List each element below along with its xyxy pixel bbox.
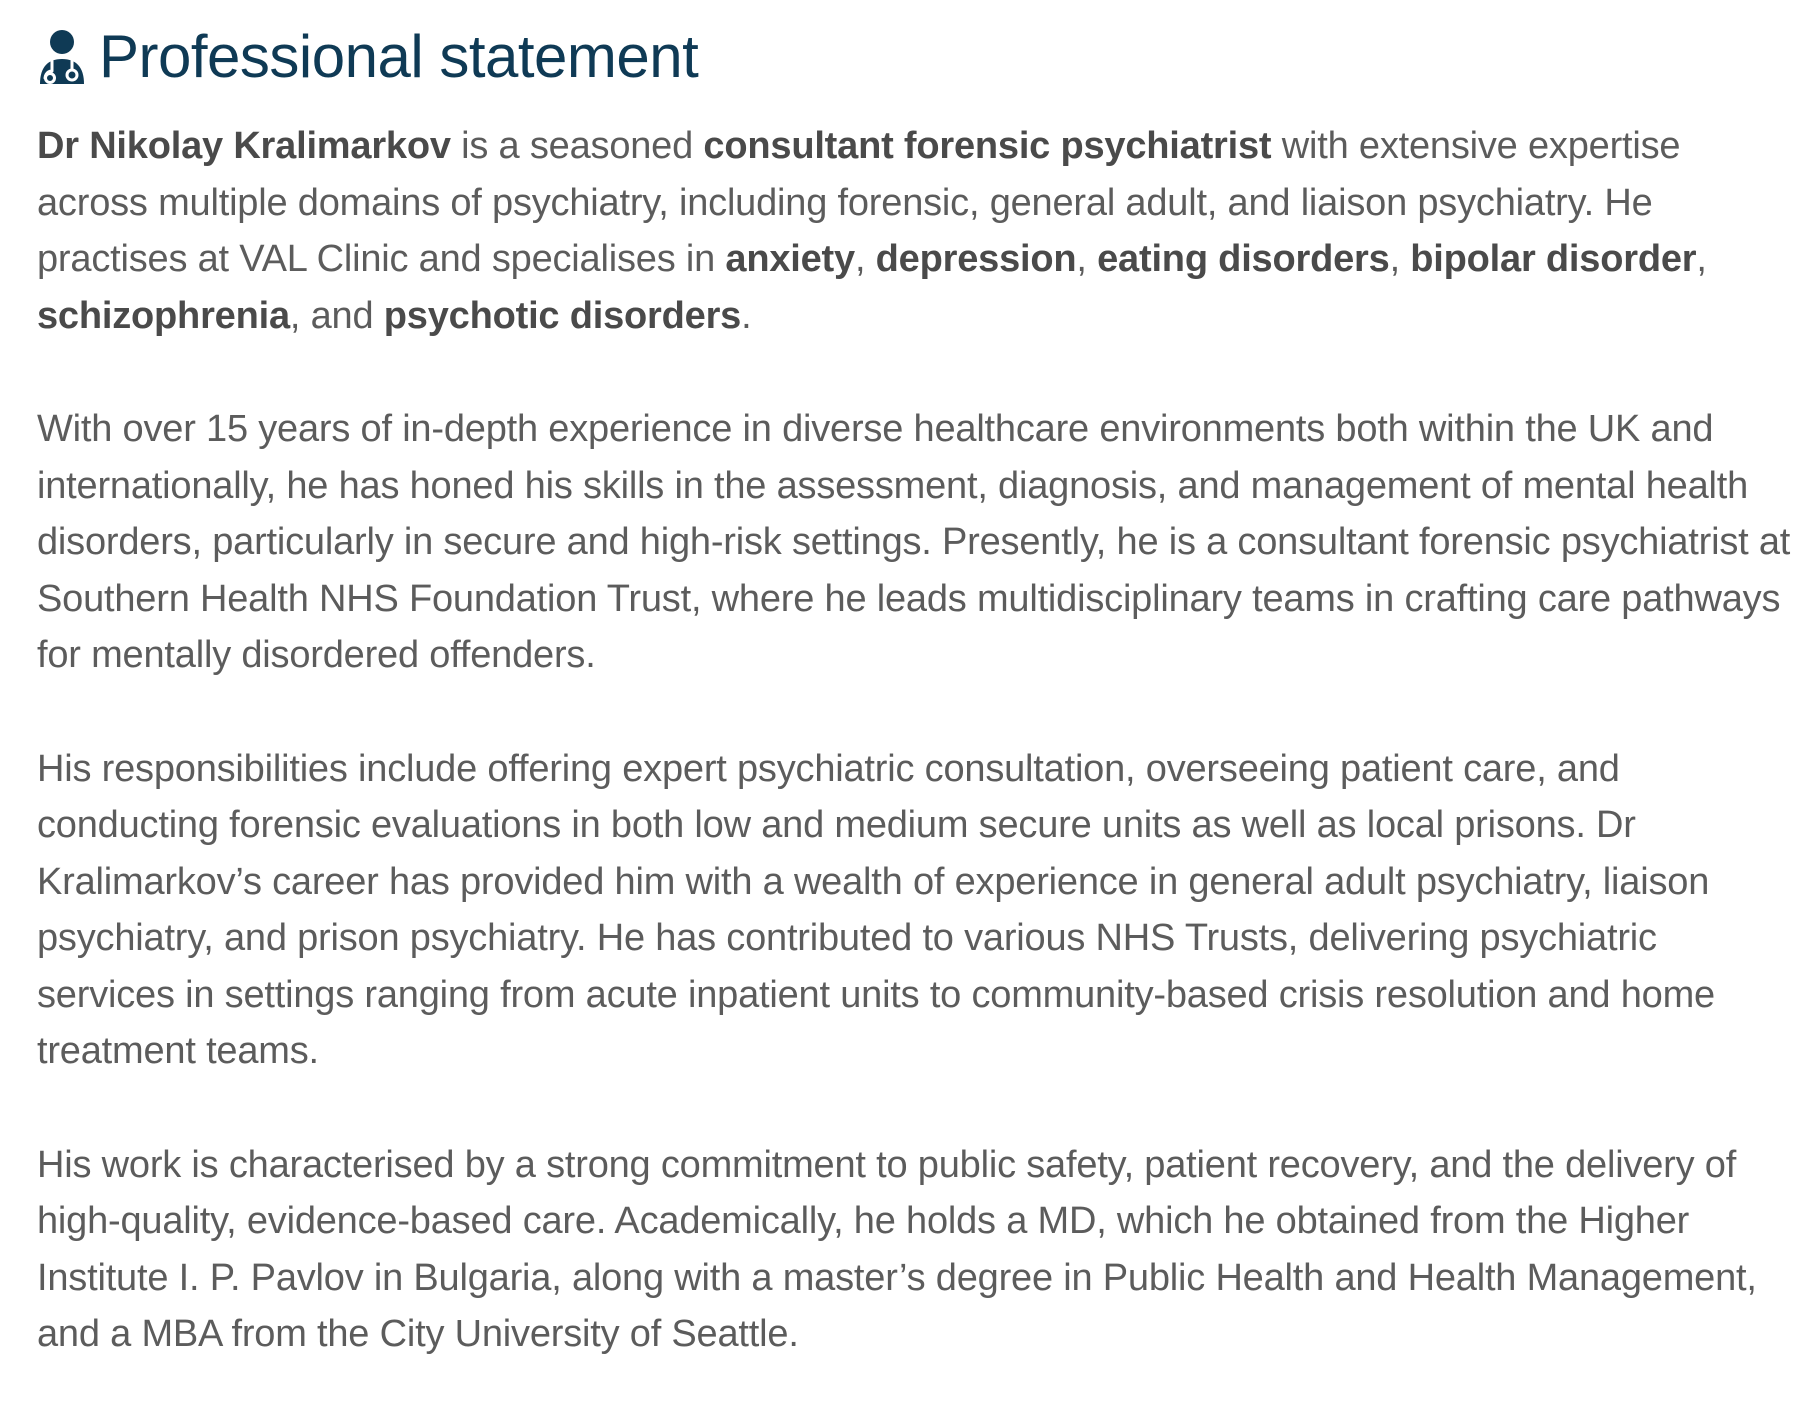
specialty-psychotic-disorders: psychotic disorders	[383, 294, 742, 337]
specialty-bipolar-disorder: bipolar disorder	[1410, 238, 1697, 280]
specialty-schizophrenia: schizophrenia	[37, 294, 290, 337]
separator: .	[741, 294, 752, 337]
doctor-name: Dr Nikolay Kralimarkov	[37, 125, 451, 167]
paragraph-text: is a seasoned	[450, 125, 704, 167]
doctor-role: consultant forensic psychiatrist	[703, 125, 1272, 167]
statement-paragraph-3: His responsibilities include offering expert psychiatric consultation, overseeing patient care, and conducting forensic evaluations in both low and medium secure units as well as local prisons. Dr Kralimarkov’s career has provided him with a wealth of experience in general adult psychiatry, liaison psychiatry, and prison psychiatry. He has contributed to various NHS Trusts, delivering psychiatric services in settings ranging from acute inpatient units to community-based crisis resolution and home treatment teams.	[37, 747, 1715, 1072]
separator: ,	[854, 238, 876, 280]
separator: ,	[1076, 238, 1098, 280]
specialty-depression: depression	[875, 238, 1077, 280]
paragraph-text: with extensive expertise across multiple domains of psychiatry, including forensic, general adult, and liaison psychiatry. He practises at VAL Clinic and specialises in	[37, 125, 1681, 280]
doctor-icon	[37, 29, 87, 85]
specialty-anxiety: anxiety	[725, 238, 855, 280]
section-heading	[37, 18, 1797, 96]
separator: , and	[289, 294, 384, 337]
statement-paragraph-2: With over 15 years of in-depth experience in diverse healthcare environments both within the UK and internationally, he has honed his skills in the assessment, diagnosis, and management of mental health disorders, particularly in secure and high-risk settings. Presently, he is a consultant forensic psychiatrist at Southern Health NHS Foundation Trust, where he leads multidisciplinary teams in crafting care pathways for mentally disordered offenders.	[37, 408, 1791, 676]
statement-paragraph-4: His work is characterised by a strong commitment to public safety, patient recovery, and the delivery of high-quality, evidence-based care. Academically, he holds a MD, which he obtained from the Higher Institute I. P. Pavlov in Bulgaria, along with a master’s degree in Public Health and Health Management, and a MBA from the City University of Seattle.	[37, 1143, 1757, 1355]
statement-body	[37, 118, 1797, 1363]
statement-paragraph-1	[37, 118, 1797, 344]
separator: ,	[1389, 238, 1411, 280]
professional-statement-section	[37, 18, 1797, 1420]
specialty-eating-disorders: eating disorders	[1097, 238, 1390, 280]
section-title: Professional statement	[99, 23, 699, 90]
separator: ,	[1696, 238, 1707, 280]
